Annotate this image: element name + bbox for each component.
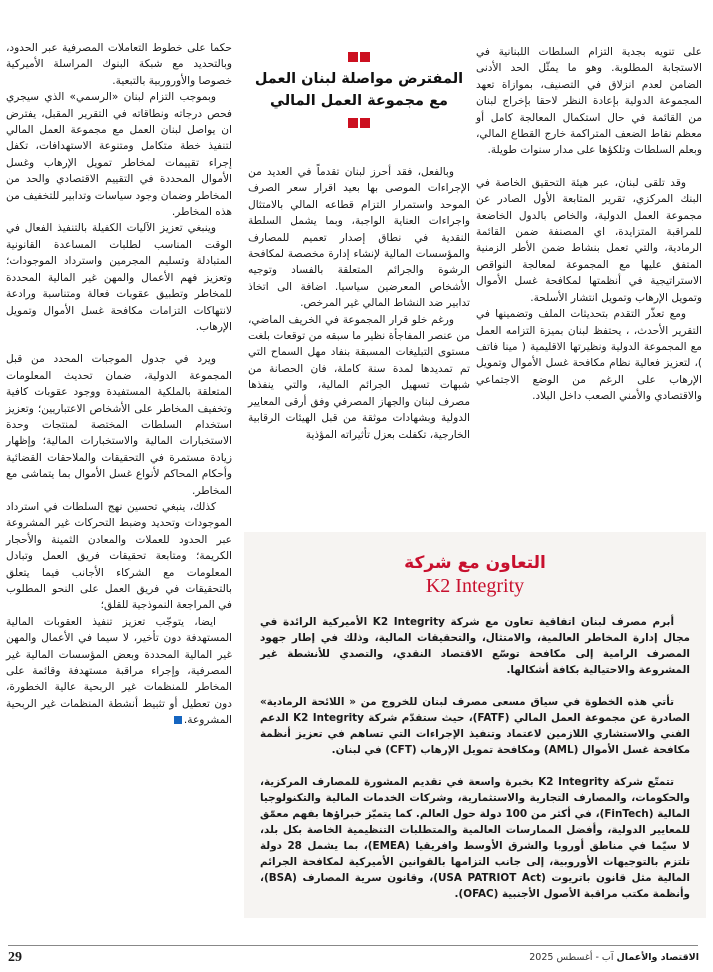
red-squares-ornament-bottom (248, 118, 470, 128)
paragraph: ومع تعذّر التقدم بتحديثات الملف وتضمينها في التقرير الأحدث، ، يحتفظ لبنان بميزة التزامه العمل مع المجموعة الدولية ونظيرتها الاقليمية ( مينا فاتف )، لتعزيز فعالية نظام مكافحة غسل الأموال وتمويل الإرهاب على الرغم من الوضع الاجتماعي والاقتصادي والأمني الصعب داخل البلاد. (476, 308, 702, 403)
paragraph: وبالفعل، فقد أحرز لبنان تقدماً في العديد من الإجراءات الموصى بها بعيد اقرار سعر الصرف الموحد واستمرار التزام قطاعه المالي بالامتثال واجراءات العناية الواجبة، وبما يشمل السلطة النقدية في نطاق إصدار تعميم للمصارف والمؤسسات المالية لإنشاء إدارة مخصصة لمكافحة الرشوة والجرائم المتعلقة بالفساد وتوجيه الأشخاص المعرضين سياسيا. اضافة الى اتخاذ تدابير ضد النشاط المالي غير المرخص. (248, 166, 470, 310)
sidebar-paragraph: تتمتّع شركة K2 Integrity بخبرة واسعة في تقديم المشورة للمصارف المركزية، والحكومات، والمصارف التجارية والاستثمارية، وشركات الخدمات المالية والتكنولوجيا المالية (FinTech)، في أكثر من 100 دولة حول العالم. كما يتميّز خبراؤها بفهم معمّق للمعايير الدولية، وأفضل الممارسات العالمية والمتطلبات التنظيمية الخاصة بكل بلد، لا سيّما في مناطق أوروبا والشرق الأوسط وافريقيا (EMEA)، بما يشمل 28 دولة تلتزم بالتوجيهات الأوروبية، إلى جانب التزامها بالقوانين الأميركية لمكافحة الجرائم المالية مثل قانون باتريوت (USA PATRIOT Act)، وقانون سرية المصارف (BSA)، وأنظمة مكتب مراقبة الأصول الأجنبية (OFAC). (260, 776, 690, 900)
paragraph: على تنويه بجدية التزام السلطات اللبنانية في الاستجابة المطلوبة. وهو ما يمثّل الحد الأدنى الضامن لعدم انزلاق في التصنيف، بموازاة تعهد المجموعة الدولية بإعادة النظر لاحقا بإخراج لبنان من القائمة في حال استكمال المعالجة كامل أو معظم نقاط الضعف المتراكمة خارج القطاع المالي، وبعلم السلطات وتلكؤها على مدار سنوات طويلة. (476, 46, 702, 157)
paragraph: ورغم خلو قرار المجموعة في الخريف الماضي، من عنصر المفاجأة نظير ما سبقه من توقعات بلغت مستوى التبليغات المسبقة بنفاد مهل السماح التي تم تمديدها لمدة سنة كاملة، فان الحصانة من شبهات تسهيل الجرائم المالية، والتي ينفذها مصرف لبنان والجهاز المصرفي وفق أرقى المعايير الدولية وبشهادات موثقة من قبل الهيئات الرقابية الخارجية، تكفلت بعزل تأثيراته المؤذية (248, 313, 470, 441)
paragraph: ويرد في جدول الموجبات المحدد من قبل المجموعة الدولية، ضمان تحديث المعلومات المتعلقة بالملكية المستفيدة ووجود عقوبات كافية وتخفيف المخاطر على الأشخاص الاعتباريين؛ وتعزيز استخدام السلطات المختصة لمنتجات وحدة الاستخبارات المالية والاستخبارات المالية؛ وإظهار زيادة مستمرة في التحقيقات والملاحقات القضائية وأحكام المحاكم لأنواع غسل الأموال بما يتماشى مع المخاطر. (6, 353, 232, 497)
red-squares-ornament-top (248, 52, 470, 62)
magazine-name: الاقتصاد والأعمال (616, 952, 699, 963)
sidebar-paragraph: تأتي هذه الخطوة في سياق مسعى مصرف لبنان للخروج من « اللائحة الرمادية» الصادرة عن مجموعة العمل المالي (FATF)، حيث ستقدّم شركة K2 Integrity الدعم الفني والاستشاري اللازمين لاعتماد وتنفيذ الإجراءات التي تساهم في تعزيز أنظمة مكافحة غسل الأموال (AML) ومكافحة تمويل الإرهاب (CFT) في لبنان. (260, 696, 690, 756)
article-column-right (476, 44, 702, 405)
paragraph: كذلك، ينبغي تحسين نهج السلطات في استرداد الموجودات وتحديد وضبط التحركات غير المشروعة عبر الحدود للعملات والمعادن الثمينة والأحجار الكريمة؛ ومتابعة تحقيقات فريق العمل وتبادل المعلومات مع الشركاء الأجانب فيما يتعلق بالتحقيقات في فريق العمل على النحو المطلوب في المراجعة النموذجية للقلق؛ (6, 500, 232, 612)
footer-magazine-info (529, 952, 699, 963)
paragraph: وينبغي تعزيز الآليات الكفيلة بالتنفيذ الفعال في الوقت المناسب لطلبات المساعدة القانونية المتبادلة وتسليم المجرمين واسترداد الموجودات؛ وتعزيز فهم الأعمال والمهن غير المالية المحددة للمخاطر وتطبيق عقوبات فعالة ومتناسبة ورادعة لانتهاكات التزامات مكافحة غسل الأموال وتمويل الإرهاب. (6, 222, 232, 333)
article-column-left (6, 40, 232, 729)
sidebar-body (244, 614, 706, 902)
footer-divider (8, 945, 698, 946)
sidebar-title-english: K2 Integrity (425, 575, 525, 597)
heading-line-1: المفترض مواصلة لبنان العمل (254, 71, 464, 87)
article-column-middle (248, 164, 470, 443)
page-number: 29 (8, 950, 22, 965)
paragraph: وبموجب التزام لبنان «الرسمي» الذي سيجري فحص درجاته ونطاقاته في التقرير المقبل، يفترض ان يواصل لبنان العمل مع مجموعة العمل المالي لتنفيذ خطة متكامل ومتنوعة الاستهدافات، تكفل إجراء تقييمات لمخاطر تمويل الإرهاب وغسل الأموال المحددة في التقييم الاقتصادي والحد من المخاطر وضمان وجود سياسات وتدابير للتخفيف من هذه المخاطر. (6, 91, 232, 219)
heading-line-2: مع مجموعة العمل المالي (270, 93, 448, 109)
sidebar-title-arabic: التعاون مع شركة (404, 553, 546, 573)
paragraph: وقد تلقى لبنان، عبر هيئة التحقيق الخاصة في البنك المركزي، تقرير المتابعة الأول الصادر عن مجموعة العمل الدولية، والخاص بالدول الخاضعة للمراقبة المتزايدة، اي المصنفة ضمن القائمة الرمادية، والتي تعمل بنشاط ضمن الأطر الزمنية المتفق عليها مع المجموعة لمعالجة النواقص الاستراتيجية في أنظمتها لمكافحة غسل الأموال وتمويل الإرهاب وتمويل انتشار الأسلحة. (476, 176, 702, 304)
paragraph: حكما على خطوط التعاملات المصرفية عبر الحدود، وبالتحديد مع شبكة البنوك المراسلة الأميركية خصوصا والأوروربية بالتبعية. (6, 42, 232, 87)
sidebar-paragraph: أبرم مصرف لبنان اتفاقية تعاون مع شركة K2 Integrity الأميركية الرائدة في مجال إدارة المخاطر العالمية، والامتثال، والتحقيقات المالية، وذلك في إطار جهود المصرف الرامية إلى مكافحة توسّع الاقتصاد النقدي، والتصدي للأنشطة غير المشروعة والاحتيالية بكافة أشكالها. (260, 616, 690, 676)
paragraph-last (6, 614, 232, 729)
sidebar-box-k2-integrity (244, 532, 706, 918)
paragraph-text: ايضا، يتوجّب تعزيز تنفيذ العقوبات المالية المستهدفة دون تأخير، لا سيما في الأعمال والمهن غير المالية المحددة وبعض المؤسسات المالية غير المصرفية، وإجراء مراقبة مستهدفة وقائمة على المخاطر للمنظمات غير الربحية عالية الخطورة، دون تعطيل أو تثبيط أنشطة المنظمات غير الربحية المشروعة. (6, 615, 232, 727)
section-heading (248, 52, 470, 128)
section-heading-text (248, 68, 470, 112)
end-of-article-mark-icon (174, 716, 182, 724)
issue-date: آب - أغسطس 2025 (529, 952, 614, 963)
